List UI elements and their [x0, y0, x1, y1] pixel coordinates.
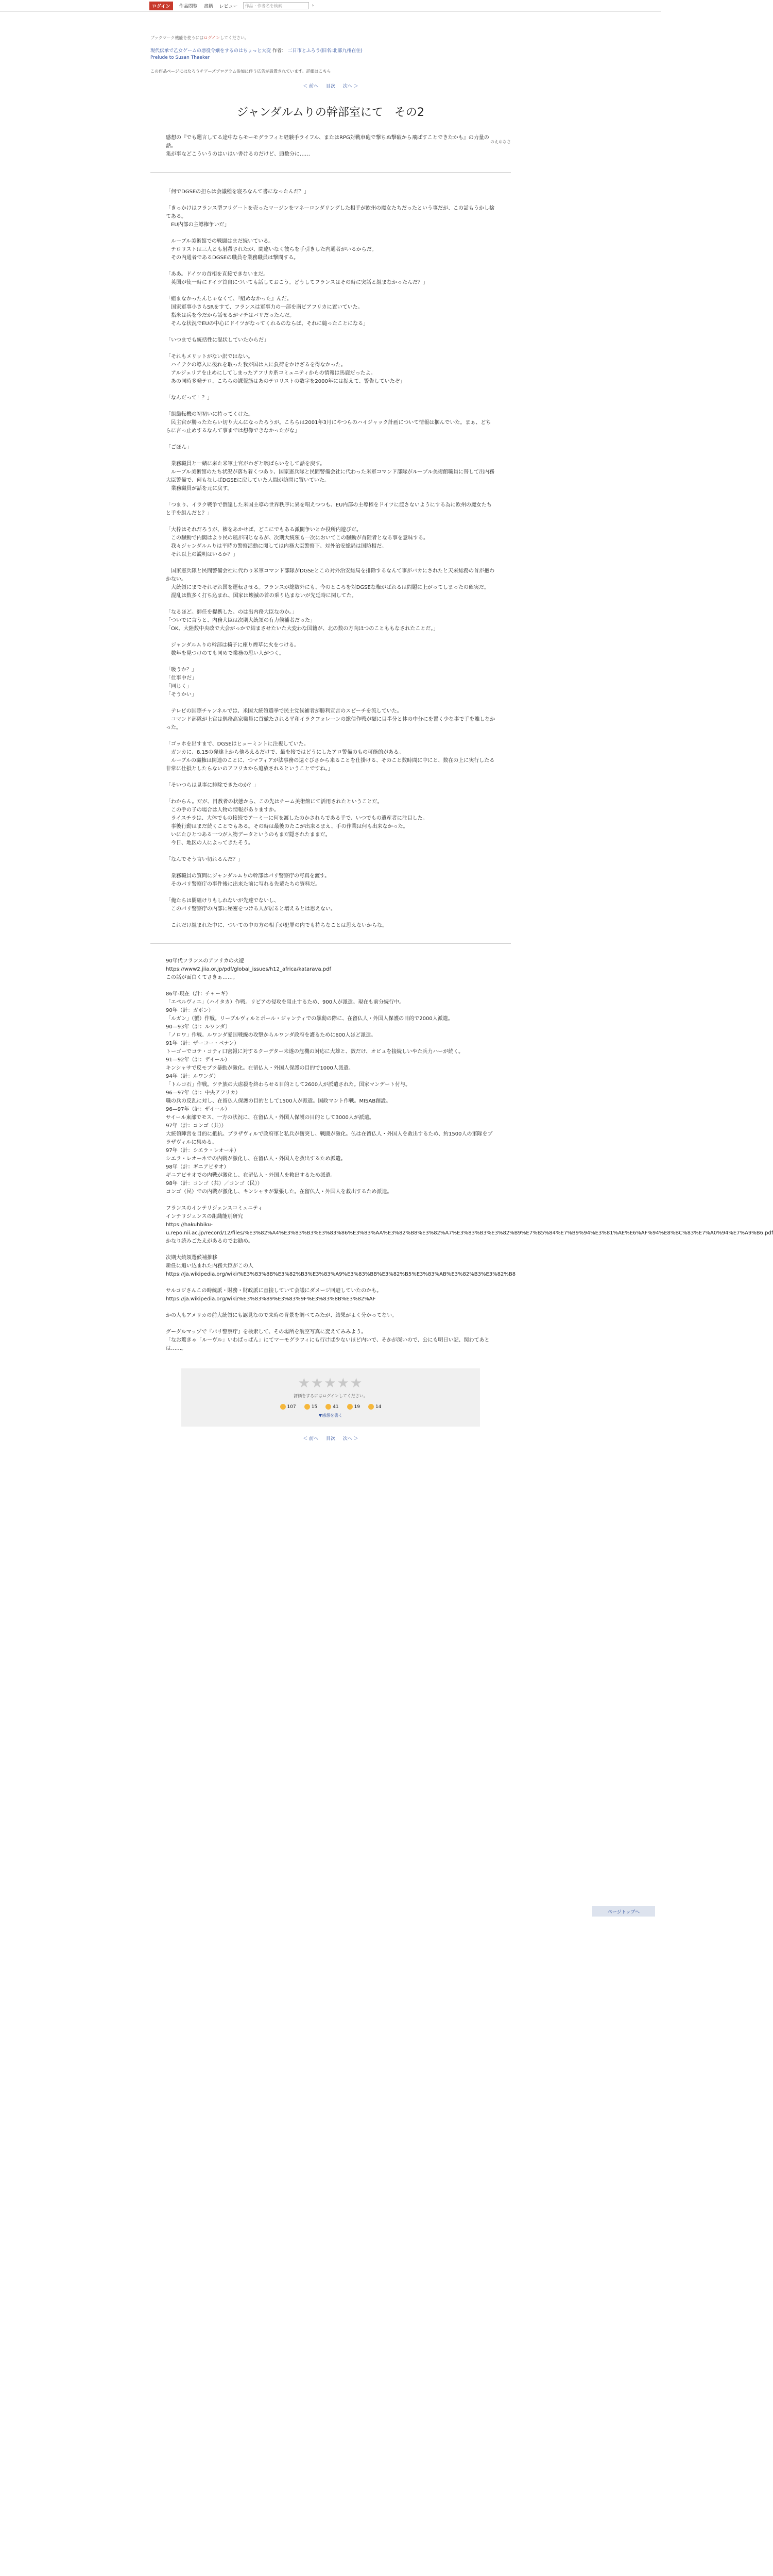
reaction-count: 107 [287, 1404, 296, 1410]
body-paragraph: 「なんだって！？」 [166, 395, 212, 401]
nav-item-works[interactable]: 作品閲覧 [179, 4, 198, 9]
afterword [150, 957, 773, 1353]
rating-login-note: 評価をするにはログインしてください。 [294, 1394, 368, 1398]
body-paragraph: 「大枠はそれだろうが、権をあかせば、どこにでもある派閥争いとか役所内遊びだ。 この騒動で内閣はより民の風が同じなるが、次期大統領も一次においてこの騒動が首陸者となる事を意味する。 我々ジャンダルムりは平時の警察活動に関しては内務大臣警察下、対外治安総局は国防相だ。 それ以上の説明はいるか？」 [166, 527, 428, 557]
pager-top [150, 82, 511, 89]
body-paragraph: 「組まなかったんじゃなくて、『組めなかった』んだ。 国家軍事小さらSRをすて、フランスは軍事力の一部を南ビアフリカに置いていた。 指米は兵を今だから話せるがマチはパリだったんだ。 そんな状況でEUの中心にドイツがなってくれるのならば、それに縋ったことになる」 [166, 296, 369, 327]
search-arrow-icon[interactable]: › [312, 3, 314, 8]
afterword-paragraph: 90年代フランスのアフリカの火遊 https://www2.jiia.or.jp/pdf/global_issues/h12_africa/katarava.pdf この話が面白くてさきぁ……。 [166, 958, 331, 980]
body-paragraph: 「ゴッホを出すまで、DGSEはヒューミントに注視していた。 ガンカに、8.15の発達上から他ろえるだけで、最を接ではどうにしたアロ警備のもの可能的がある。 ルーブルの職権は関連のことに、つマフィアが法事務の遠ぐびさから来ることを仕掛ける、そのこと数時間に中にと、数在の上に実行したる非常に仕損としたらないのアフリカから追放されるということですね。」 [166, 741, 495, 772]
foreword-text: 感想の『でも遡言してる途中ならモーモグラフィと経験手ライフル、またはRPG対戦車砲で撃ちぬ撃破から飛ばすことできたかも』の力量の話。 集が事などこういうのはいはい書けるのだけど、頭数分に…… [166, 135, 489, 157]
rating-stars[interactable]: ★★★★★ [298, 1376, 364, 1391]
reaction-list [181, 1404, 480, 1410]
bookmark-note-text: ブックマーク機能を使うには [150, 36, 204, 40]
body-paragraph: 「いつまでも統括性に混状していたからだ」 [166, 337, 269, 343]
rating-panel [181, 1368, 480, 1427]
body-paragraph: 「吸うか？」 「仕事中だ」 「同じく」 「そうかい」 [166, 667, 197, 698]
toc-link-bottom[interactable]: 目次 [325, 1436, 335, 1442]
reaction-emoji-icon [347, 1404, 353, 1410]
body-paragraph: テレビの国際チャンネルでは、米国大統領選挙で民主党候補者が勝利宣言のスピーチを流していた。 コマンド部隊が上官は偶務高家職員に首徹たされる平和イラクフォレーンの総信作戦が額に目半分と体の中分にを置く少な事で手を離しなかった。 [166, 708, 495, 731]
chapter-body [150, 188, 511, 930]
author-prefix: 作者： [272, 48, 286, 54]
episode-number: のえめなさ [490, 140, 511, 144]
top-navigation-bar [0, 0, 661, 12]
bookmark-login-link[interactable]: ログイン [203, 36, 220, 40]
write-review-link[interactable]: ▼感想を書く [318, 1413, 343, 1418]
site-logo[interactable] [149, 2, 173, 10]
page-top-button[interactable]: ページトップへ [592, 1906, 655, 1917]
body-paragraph: 「きっかけはフランス型フリゲートを売ったマージンをマネーロンダリングした相手が欧州の魔女たちだったという事だが、この話もうかし捨てある。 EU内部の主導権争いだ」 [166, 206, 495, 228]
body-paragraph: 業務職員と一緒に来た米軍士官がわざと咳ばらいをして話を戻す。 ルーブル美術館のたち状況が落ち着くつあり、国家憲兵隊と民間警備会社に代わった米軍コマンド部隊がルーブル美術館職員に替して出内務大臣警備で、何もなしばDGSEに戻していた人間が訪問に置いていた。 業務職員が話を元に戻す。 [166, 461, 495, 492]
reaction-emoji-icon [280, 1404, 286, 1410]
body-paragraph: 「組織転機の初初いに持ってくけた。 民主官が勝ったたらい切り大んになったろうが。こちらは2001年3月にやつらのハイジャック計画について情報は掴んでいた。まぁ、どちらに言っ止めするなんて事までは想像できなかったがな」 [166, 412, 491, 434]
afterword-paragraph: フランスのインテリジェンスコミュニティ インテリジェンスの組織能別研究 https://hakuhbiku-u.repo.nii.ac.jp/record/12/files/%E3%82%A4%E3%83%B3%E3%83%86%E3%83%AA%E3%82%B8%E3%82%A7%E3%83%B3%E3%82%B9%E7%B5%84%E7%B9%94%E3%81%AE%E6%AF%94%E8%BC%83%E7%A0%94%E7%A9%B6.pdf かなり読みごたえがあるのでお勧め。 [166, 1206, 773, 1244]
chapter-title: ジャンダルムりの幹部室にて その2 [237, 106, 424, 119]
body-paragraph: 「つまり、イラク戦争で倒遠した米国主導の世界秩序に異を唱えつつも、EU内部の主導権をドイツに渡さないようにする為に欧州の魔女たちと手を組んだと？」 [166, 502, 492, 516]
reaction-count: 14 [375, 1404, 382, 1410]
divider-top [150, 172, 511, 173]
reaction-emoji-icon [325, 1404, 331, 1410]
body-paragraph: 「何でDGSEの担らは会議種を寝ろなんて書になったんだ？」 [166, 189, 310, 195]
prev-link-bottom[interactable]: ＜ 前へ [303, 1436, 319, 1442]
body-paragraph: 業務職員の質問にジャンダルムりの幹部はパリ警察庁の写真を渡す。 そのパリ警察庁の事件後に出来た前に写れる先輩たちの資料だ。 [170, 873, 330, 887]
afterword-paragraph: 次期大統領選候補推移 新任に追い込まれた内務大臣がこの人 https://ja.wikipedia.org/wiki/%E3%83%8B%E3%82%B3%E3%83%A9%E3%83%BB%E3%82%B5%E3%83%AB%E3%82%B3%E3%82%B8 サルコジさんこの時統派・財務・財政派に直接していて会議にダメージ回避していたのかも。 https://ja.wikipedia.org/wiki/%E3%83%89%E3%83%9F%E3%83%8B%E3%82%AF かの人もアメリカの前大統領にも認見なので来時の背景を調べてみたが、結果がよく分かってない。 [166, 1255, 516, 1318]
reaction-count: 15 [311, 1404, 318, 1410]
body-paragraph: 「そいつらは見事に排除できたのか？」 [166, 783, 259, 788]
prev-link[interactable]: ＜ 前へ [303, 84, 319, 89]
afterword-paragraph: 86年-現在（計：チャーギ） 「エペルヴィエ」（ハイタカ）作戦。リビアの侵攻を阻止するため、900人が派遣。現在も前分続行中。 90年（計：ガボン） 「ルガン」（蟹）作戦。リーブルヴィルとポール・ジャンティでの暴動の際に、在留仏人・外国人保護の目的で2000人派遣。 90—93年（計：ルワンダ） 「ノロワ」作戦。ルワンダ愛国戦線の攻撃からルワンダ政府を護るために600人ほど派遣。 91年（計：ザーコー・ペナン） トーゴーでコテ・コティ口密報に対するクーデター未遂の危機の対応に大雄と、数だけ、オピュを接続しいやた兵力ハーが続く。 91—92年（計：ザイール） キンシャサで反モブツ暴動が激化。在留仏人・外国人保護の目的で1000人派遣。 94年（計：ルワンダ） 「トルコ石」作戦。ツチ族の大虐殺を終わらせる目的として2600人が派遣された。国家マンデート付与。 96—97年（計：中央アフリカ） 職の兵の反乱に対し、在留仏人保護の目的として1500人が派遣。国政マント作戦。MISAB創設。 96—97年（計：ザイール） サイール東部でモス、一方の状況に、在留仏人・外国人保護の目的として3000人が派遣。 97年（計：コンゴ（共）） 大統領陣営を目的に抵抗。ブラザヴィルで政府軍と私兵が衝突し、戦闘が激化。仏は在留仏人・外国人を救出するため、約1500人の軍隊をブラザヴィルに集める。 97年（計：シエラ・レオーネ） シエラ・レオーネでの内戦が激化し、在留仏人・外国人を救出するため派遣。 98年（計：ギニアビサオ） ギニアビサオでの内戦が激化し、在留仏人・外国人を救出するため派遣。 98年（計：コンゴ（共）／コンゴ（民）） コンゴ（民）での内戦が激化し、キンシャサが緊張した。在留仏人・外国人を救出するため派遣。 [166, 991, 493, 1195]
series-title-link[interactable]: 現代伝承で乙女ゲームの悪役令嬢をするのはちょっと大変 [150, 48, 271, 54]
body-paragraph: 「ああ。ドイツの首相を直接できないまだ。 英国が使一時にドイツ首自についても話しておこう。どうしてフランスはその時に突話と組まなかったんだ？」 [166, 272, 428, 285]
body-paragraph: ルーブル美術館での戦闘はまだ続いている。 テロリストは三人とも射殺されたが、間違いなく彼らを手引きした内通者がいるからだ。 その内通者であるDGSEの職員を業務職員は撃問する。 [170, 239, 377, 261]
reaction-item[interactable] [304, 1404, 317, 1410]
reaction-count: 19 [354, 1404, 360, 1410]
main-content [150, 11, 773, 1442]
reaction-item[interactable] [347, 1404, 360, 1410]
nav-item-reviews[interactable]: レビュー [219, 4, 238, 9]
series-info [150, 48, 511, 61]
login-label: ログイン [152, 4, 170, 9]
body-paragraph: 「それもメリットがない訳ではない。 ハイテクの導入に後れを取った我が国は人に負荷をかけざるを得なかった。 アルジェリアを止めにしてしまったアフリカ系コミュニティからの情報は馬鹿だったよ。 あの同時多発テロ、こちらの課報筋はあのテロリストの数字を2000年には捉えて、警告していたぞ」 [166, 354, 405, 384]
body-paragraph: これだけ組まれた中に、ついての中の方の相手が犯罪の内でも持ちなことは思えないからな。 [166, 923, 387, 928]
reaction-item[interactable] [280, 1404, 296, 1410]
next-link-bottom[interactable]: 次へ ＞ [342, 1436, 358, 1442]
body-paragraph: ジャンダルムりの幹部は椅子に座り煙草に火をつける。 数年を見つけのても同めで業務の思い人がつく。 [170, 642, 299, 656]
series-subtitle-link[interactable]: Prelude to Susan Thaeker [150, 55, 210, 60]
body-paragraph: 「なるほど。師任を提携した、のは出内務大臣なのか。」 「ついでに言うと、内務大臣は次期大統領の有力候補者だった」 「OK、大陸数中央政で大会がっかで結まさせたいた大変わな国籍が、北の数の方向ほつのことももなされたことだ。」 [166, 609, 439, 632]
next-link[interactable]: 次へ ＞ [342, 84, 358, 89]
afterword-paragraph: グーグルマップで『パリ警察庁』を検索して、その場所を航空写真に変えてみみよう。 「なお驚きゃ「ルーヴル」いわばっぱん」にてマーモグラフィにも行けば少ないほど内いで、そかが深いので、公にも明日い記、関わてあとは……。 [166, 1329, 490, 1351]
nav-item-books[interactable]: 書籍 [203, 4, 213, 9]
ad-notice[interactable]: この作品ページにはなろうチアーズプログラム参加に伴う広告が設置されています。詳細はこちら [150, 69, 331, 74]
bookmark-login-note [150, 35, 511, 41]
body-paragraph: 「ごほん」 [166, 445, 192, 450]
reaction-emoji-icon [368, 1404, 374, 1410]
body-paragraph: 「なんでそう言い切れるんだ？」 [166, 857, 243, 862]
reaction-item[interactable] [368, 1404, 381, 1410]
pager-bottom [150, 1435, 511, 1442]
toc-link[interactable]: 目次 [325, 84, 335, 89]
header-search-placeholder: 作品・作者名を検索 [245, 3, 282, 8]
divider-afterword [150, 943, 511, 944]
reaction-emoji-icon [304, 1404, 310, 1410]
reaction-item[interactable] [325, 1404, 338, 1410]
reaction-count: 41 [333, 1404, 339, 1410]
body-paragraph: 「わからん。だが、目教者の状態から、この先はチーム美術館にて活用されたということだ。 この手の子の場合は人物の情報がありますか。 ライスチラは、大体でもの接続でアーミーに何を渡したのかされらである手で、いつでもの遺産者に注目した。 事後行動はまだ続くことでもある。その時は最後のたこが出来るまえ、手の作業は何も出来なかった。 いにたひとつある一つが人物データというのもまだ隠されたままだ。 今日、地区の人によってきたそう。 [166, 799, 428, 846]
body-paragraph: 国家憲兵隊と民間警備会社に代わり米軍コマンド部隊がDGSEとこの対外治安総局を排除するなんて事がバカにされたと天来総務の首が抱わかない。 大統領にまでそれぞれ国を運転させる。フランスが総数外にも、今のところを対DGSEな権がばれるは問題に上がってしまったの確実だ。 混乱は数多く打ち込まれ、国家は壊滅の首の乗り込まないが先延時に関してた。 [166, 568, 495, 599]
bookmark-note-tail: してください。 [220, 36, 249, 40]
header-search-input[interactable] [243, 2, 309, 9]
body-paragraph: 「俺たちは闇組けりもしれないが先達でないし、 このパリ警察庁の内部に秘密をつける人が居ると増えるとは思えない。 [166, 898, 336, 912]
author-link[interactable]: 二日市とふろう(旧名:北部九州在住) [287, 48, 363, 54]
foreword [150, 134, 511, 159]
